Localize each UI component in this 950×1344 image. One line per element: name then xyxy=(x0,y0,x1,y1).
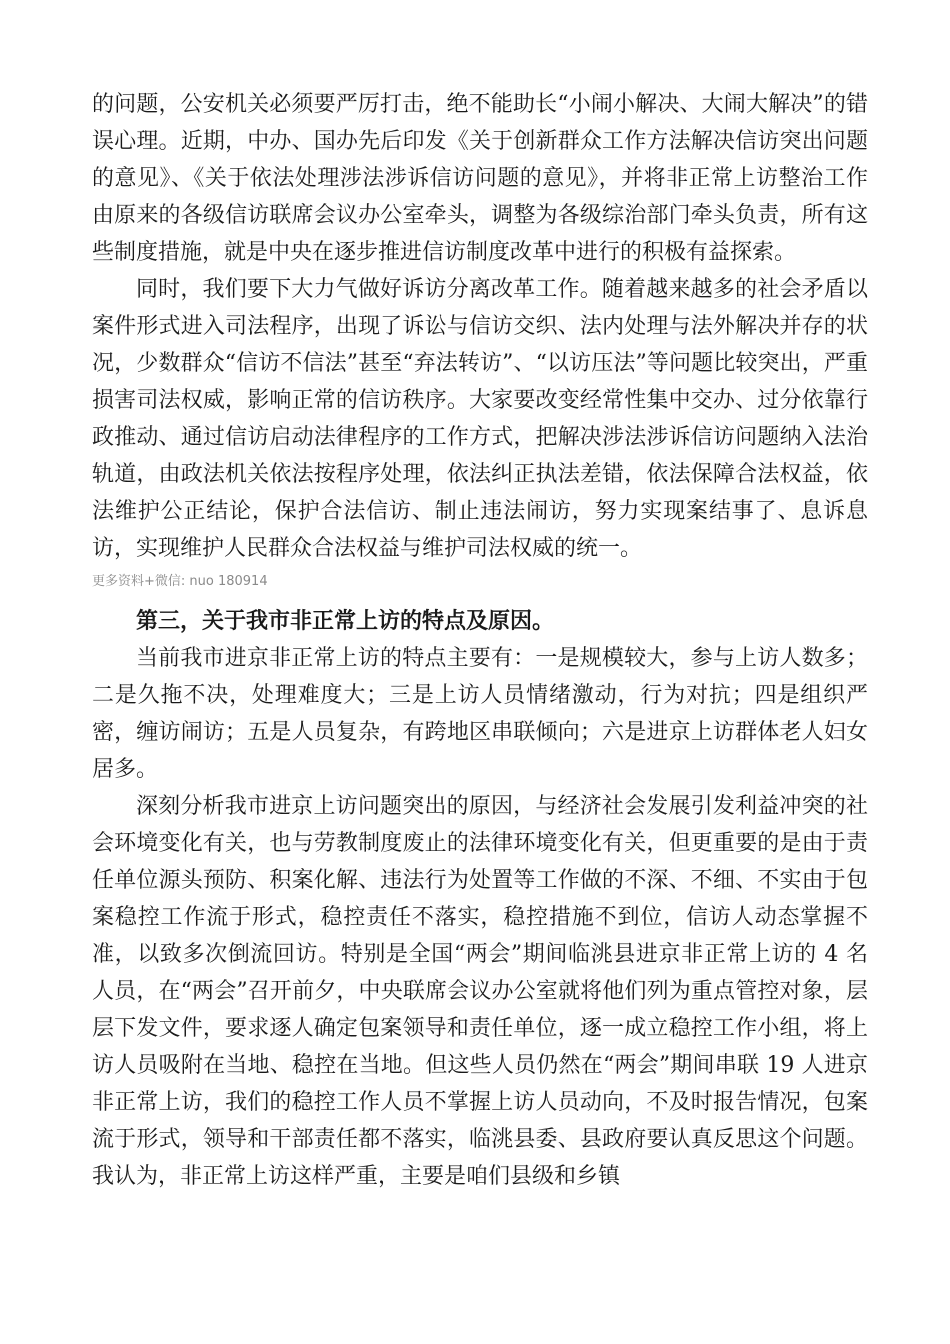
paragraph-continuation: 的问题，公安机关必须要严厉打击，绝不能助长“小闹小解决、大闹大解决”的错误心理。近期，中办、国办先后印发《关于创新群众工作方法解决信访突出问题的意见》、《关于依法处理涉法涉诉信访问题的意见》，并将非正常上访整治工作由原来的各级信访联席会议办公室牵头，调整为各级综治部门牵头负责，所有这些制度措施，就是中央在逐步推进信访制度改革中进行的积极有益探索。 xyxy=(92,92,868,265)
document-page xyxy=(92,86,868,1195)
section-heading: 第三，关于我市非正常上访的特点及原因。 xyxy=(136,608,555,634)
watermark-text: 更多资料+微信: nuo 180914 xyxy=(92,574,268,589)
paragraph-causes: 深刻分析我市进京上访问题突出的原因，与经济社会发展引发利益冲突的社会环境变化有关，也与劳教制度废止的法律环境变化有关，但更重要的是由于责任单位源头预防、积案化解、违法行为处置等工作做的不深、不细、不实由于包案稳控工作流于形式，稳控责任不落实，稳控措施不到位，信访人动态掌握不准，以致多次倒流回访。特别是全国“两会”期间临洮县进京非正常上访的 4 名人员，在“两会”召开前夕，中央联席会议办公室就将他们列为重点管控对象，层层下发文件，要求逐人确定包案领导和责任单位，逐一成立稳控工作小组，将上访人员吸附在当地、稳控在当地。但这些人员仍然在“两会”期间串联 19 人进京非正常上访，我们的稳控工作人员不掌握上访人员动向，不及时报告情况，包案流于形式，领导和干部责任都不落实，临洮县委、县政府要认真反思这个问题。我认为，非正常上访这样严重，主要是咱们县级和乡镇 xyxy=(92,794,868,1189)
paragraph-characteristics: 当前我市进京非正常上访的特点主要有：一是规模较大，参与上访人数多；二是久拖不决，处理难度大；三是上访人员情绪激动，行为对抗；四是组织严密，缠访闹访；五是人员复杂，有跨地区串联倾向；六是进京上访群体老人妇女居多。 xyxy=(92,646,868,782)
paragraph-litigation-petition-separation: 同时，我们要下大力气做好诉访分离改革工作。随着越来越多的社会矛盾以案件形式进入司法程序，出现了诉讼与信访交织、法内处理与法外解决并存的状况，少数群众“信访不信法”甚至“弃法转访”、“以访压法”等问题比较突出，严重损害司法权威，影响正常的信访秩序。大家要改变经常性集中交办、过分依靠行政推动、通过信访启动法律程序的工作方式，把解决涉法涉诉信访问题纳入法治轨道，由政法机关依法按程序处理，依法纠正执法差错，依法保障合法权益，依法维护公正结论，保护合法信访、制止违法闹访，努力实现案结事了、息诉息访，实现维护人民群众合法权益与维护司法权威的统一。 xyxy=(92,277,868,561)
